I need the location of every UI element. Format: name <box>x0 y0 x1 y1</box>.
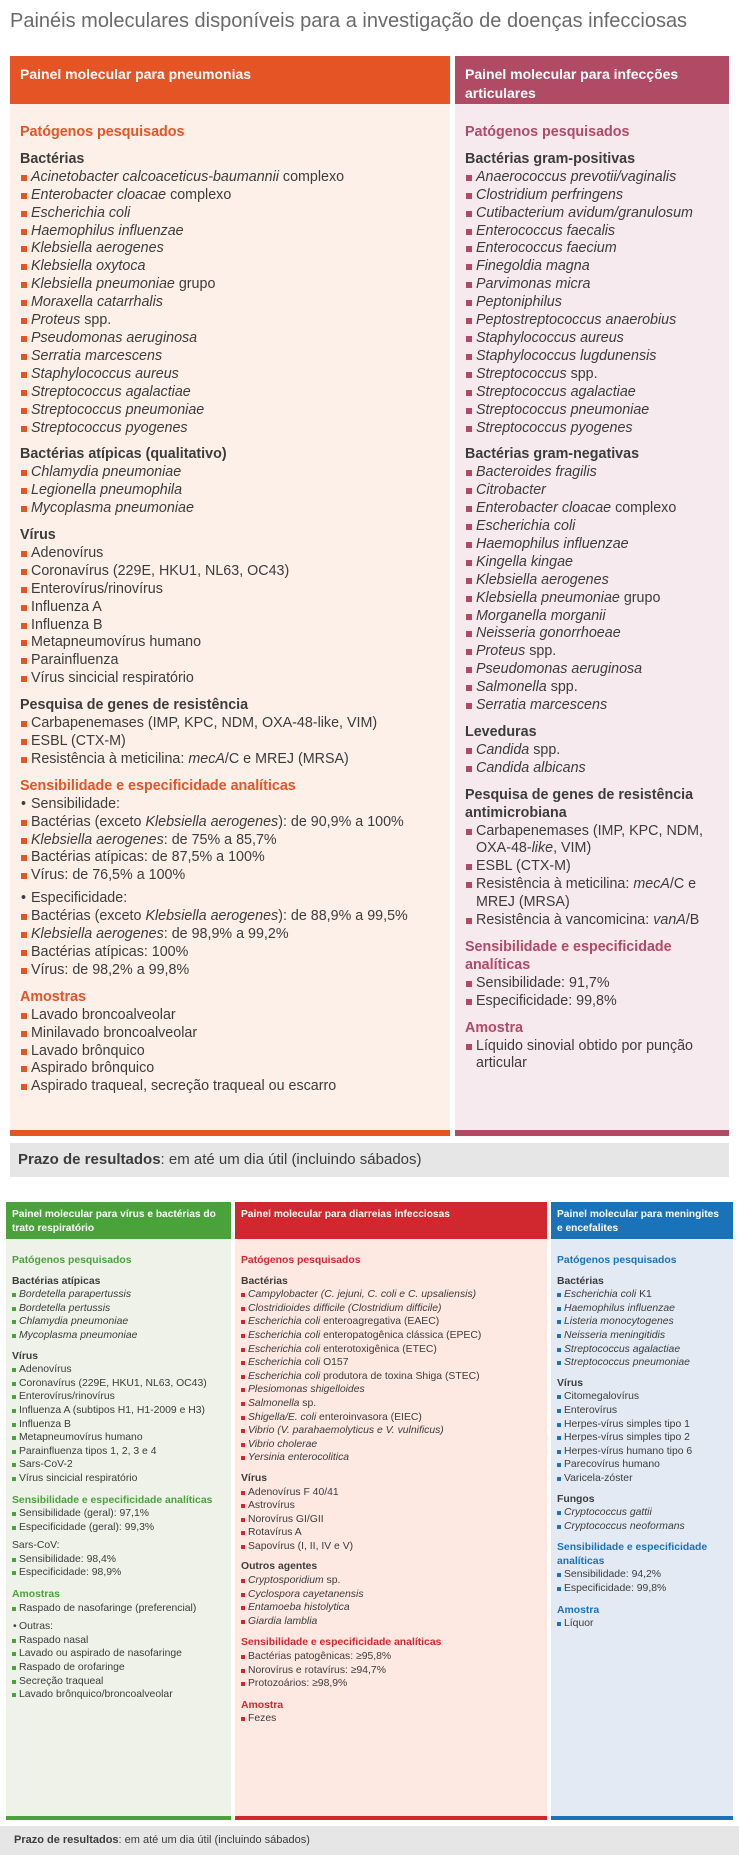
list-item: Campylobacter (C. jejuni, C. coli e C. upsaliensis) <box>241 1288 541 1302</box>
list-item: Norovírus e rotavírus: ≥94,7% <box>241 1664 541 1678</box>
list-item: Moraxella catarrhalis <box>20 294 440 312</box>
list-item: Clostridioides difficile (Clostridium difficile) <box>241 1302 541 1316</box>
list-item: Neisseria meningitidis <box>557 1329 727 1343</box>
section-title: Sensibilidade e especificidade analíticas <box>12 1494 213 1506</box>
list-item: Parainfluenza tipos 1, 2, 3 e 4 <box>12 1445 225 1459</box>
list-item: Herpes-vírus humano tipo 6 <box>557 1445 727 1459</box>
panel-articular <box>455 56 729 1136</box>
list-item: Streptococcus pneumoniae <box>20 402 440 420</box>
list-item: Rotavírus A <box>241 1526 541 1540</box>
list-item: Chlamydia pneumoniae <box>12 1315 225 1329</box>
list-item: Staphylococcus aureus <box>20 366 440 384</box>
list-item: Líquor <box>557 1617 727 1631</box>
panel-header-diarreias: Painel molecular para diarreias infecciosas <box>235 1202 547 1239</box>
section-title: Patógenos pesquisados <box>20 124 185 140</box>
list-item: Haemophilus influenzae <box>20 223 440 241</box>
section-title: Sensibilidade e especificidade analíticas <box>241 1637 442 1649</box>
list <box>20 464 440 518</box>
panel-header-respiratorio: Painel molecular para vírus e bactérias do trato respiratório <box>6 1202 231 1239</box>
list <box>557 1506 727 1533</box>
list-item: Líquido sinovial obtido por punção articular <box>465 1038 719 1074</box>
list-item: Raspado nasal <box>12 1634 225 1648</box>
list-item: Parvimonas micra <box>465 276 719 294</box>
panel-diarreias <box>235 1202 547 1820</box>
list-item: Sensibilidade: 94,2% <box>557 1568 727 1582</box>
list-item: Morganella morganii <box>465 608 719 626</box>
bullet-label: • Sensibilidade: <box>20 796 440 814</box>
list-item: Cutibacterium avidum/granulosum <box>465 205 719 223</box>
list-item: Secreção traqueal <box>12 1675 225 1689</box>
list-item: Norovírus GI/GII <box>241 1513 541 1527</box>
text-label: Sars-CoV: <box>12 1540 60 1552</box>
list-item: Lavado ou aspirado de nasofaringe <box>12 1647 225 1661</box>
list-item: Enterobacter cloacae complexo <box>465 500 719 518</box>
list <box>465 975 719 1011</box>
subsection-title: Vírus <box>241 1472 267 1484</box>
list-item: Streptococcus pneumoniae <box>557 1356 727 1370</box>
section-title: Amostras <box>12 1589 60 1601</box>
list <box>557 1568 727 1595</box>
list-item: Especificidade: 99,8% <box>465 993 719 1011</box>
list-item: Varicela-zóster <box>557 1472 727 1486</box>
list-item: Coronavírus (229E, HKU1, NL63, OC43) <box>20 563 440 581</box>
list-item: Enterovírus/rinovírus <box>12 1390 225 1404</box>
list-item: Proteus spp. <box>20 312 440 330</box>
list-item: Cryptococcus neoformans <box>557 1520 727 1534</box>
list-item: Mycoplasma pneumoniae <box>12 1329 225 1343</box>
section-title: Amostra <box>241 1699 284 1711</box>
list-item: Influenza A <box>20 599 440 617</box>
list-item: Enterovírus <box>557 1404 727 1418</box>
list-item: Bactérias patogênicas: ≥95,8% <box>241 1650 541 1664</box>
section-title: Sensibilidade e especificidade analíticas <box>20 777 296 794</box>
list-item: Staphylococcus lugdunensis <box>465 348 719 366</box>
list-item: Klebsiella pneumoniae grupo <box>465 590 719 608</box>
panel-meningites <box>551 1202 733 1820</box>
list-item: Streptococcus pyogenes <box>465 420 719 438</box>
list-item: Pseudomonas aeruginosa <box>20 330 440 348</box>
list-item: Adenovírus <box>20 545 440 563</box>
subsection-title: Bactérias atípicas <box>12 1275 101 1287</box>
list-item: Streptococcus agalactiae <box>557 1343 727 1357</box>
list-item: Vírus sincicial respiratório <box>20 670 440 688</box>
list-item: Cyclospora cayetanensis <box>241 1588 541 1602</box>
list-item: Vírus: de 98,2% a 99,8% <box>20 962 440 980</box>
list-item: Minilavado broncoalveolar <box>20 1025 440 1043</box>
list-item: Especificidade (geral): 99,3% <box>12 1521 225 1535</box>
panel-header-articular: Painel molecular para infecções articulares <box>455 56 729 104</box>
list <box>12 1507 225 1534</box>
list-item: Sensibilidade: 98,4% <box>12 1553 225 1567</box>
list-item: Bordetella pertussis <box>12 1302 225 1316</box>
list-item: Parainfluenza <box>20 652 440 670</box>
list-item: Klebsiella aerogenes: de 75% a 85,7% <box>20 832 440 850</box>
subsection-title: Bactérias atípicas (qualitativo) <box>20 446 227 463</box>
subsection-title: Fungos <box>557 1493 595 1505</box>
list <box>557 1390 727 1485</box>
list-item: Staphylococcus aureus <box>465 330 719 348</box>
list-item: Cryptococcus gattii <box>557 1506 727 1520</box>
list-item: Cryptosporidium sp. <box>241 1574 541 1588</box>
list-item: Haemophilus influenzae <box>557 1302 727 1316</box>
list-item: Metapneumovírus humano <box>12 1431 225 1445</box>
list-item: Lavado broncoalveolar <box>20 1007 440 1025</box>
section-title: Amostra <box>557 1604 600 1616</box>
list-item: Resistência à vancomicina: vanA/B <box>465 912 719 930</box>
list-item: Sensibilidade (geral): 97,1% <box>12 1507 225 1521</box>
subsection-title: Vírus <box>20 527 56 544</box>
section-title: Amostras <box>20 988 86 1005</box>
list <box>557 1288 727 1370</box>
list-item: Resistência à meticilina: mecA/C e MREJ (MRSA) <box>20 751 440 769</box>
list-item: Sars-CoV-2 <box>12 1458 225 1472</box>
list-item: Mycoplasma pneumoniae <box>20 500 440 518</box>
list-item: Listeria monocytogenes <box>557 1315 727 1329</box>
list-item: Kingella kingae <box>465 554 719 572</box>
list <box>465 742 719 778</box>
list-item: Vibrio (V. parahaemolyticus e V. vulnificus) <box>241 1424 541 1438</box>
subsection-title: Pesquisa de genes de resistência <box>20 697 249 714</box>
list-item: Streptococcus agalactiae <box>20 384 440 402</box>
list-item: Citrobacter <box>465 482 719 500</box>
list-item: Sapovírus (I, II, IV e V) <box>241 1540 541 1554</box>
list-item: Escherichia coli produtora de toxina Shiga (STEC) <box>241 1370 541 1384</box>
list <box>20 169 440 438</box>
list <box>12 1634 225 1702</box>
section-title: Patógenos pesquisados <box>557 1255 677 1266</box>
list-item: Streptococcus pyogenes <box>20 420 440 438</box>
list-item: Protozoários: ≥98,9% <box>241 1677 541 1691</box>
subsection-title: Bactérias <box>20 150 85 167</box>
panel-header-pneumonia: Painel molecular para pneumonias <box>10 56 450 104</box>
list-item: Vírus sincicial respiratório <box>12 1472 225 1486</box>
panel-header-meningites: Painel molecular para meningites e encefalites <box>551 1202 733 1239</box>
prazo-resultados-top: Prazo de resultados: em até um dia útil (incluindo sábados) <box>10 1143 729 1177</box>
list-item: Klebsiella oxytoca <box>20 258 440 276</box>
list-item: Proteus spp. <box>465 643 719 661</box>
list-item: Aspirado brônquico <box>20 1060 440 1078</box>
list-item: Enterococcus faecium <box>465 240 719 258</box>
list <box>20 545 440 688</box>
list-item: Legionella pneumophila <box>20 482 440 500</box>
list-item: Salmonella sp. <box>241 1397 541 1411</box>
list-item: Clostridium perfringens <box>465 187 719 205</box>
list-item: Adenovírus <box>12 1363 225 1377</box>
list-item: Escherichia coli K1 <box>557 1288 727 1302</box>
list-item: Klebsiella aerogenes <box>20 240 440 258</box>
list-item: Enterovírus/rinovírus <box>20 581 440 599</box>
list-item: Metapneumovírus humano <box>20 634 440 652</box>
list-item: Herpes-vírus simples tipo 1 <box>557 1418 727 1432</box>
list <box>12 1553 225 1580</box>
list-item: Streptococcus spp. <box>465 366 719 384</box>
page-title: Painéis moleculares disponíveis para a investigação de doenças infecciosas <box>10 10 688 32</box>
list-item: Astrovírus <box>241 1499 541 1513</box>
subsection-title: Pesquisa de genes de resistência antimicrobiana <box>465 786 694 821</box>
list-item: Bactérias atípicas: de 87,5% a 100% <box>20 849 440 867</box>
list-item: Adenovírus F 40/41 <box>241 1486 541 1500</box>
subsection-title: Bactérias gram-positivas <box>465 150 636 167</box>
list-item: Herpes-vírus simples tipo 2 <box>557 1431 727 1445</box>
list-item: Finegoldia magna <box>465 258 719 276</box>
list-item: Lavado brônquico <box>20 1043 440 1061</box>
list-item: ESBL (CTX-M) <box>465 858 719 876</box>
subsection-title: Outros agentes <box>241 1561 318 1573</box>
list-item: Peptostreptococcus anaerobius <box>465 312 719 330</box>
list-item: Streptococcus agalactiae <box>465 384 719 402</box>
list-item: Acinetobacter calcoaceticus-baumannii complexo <box>20 169 440 187</box>
list-item: Bacteroides fragilis <box>465 464 719 482</box>
bullet-label: • Especificidade: <box>20 890 440 908</box>
subsection-title: Vírus <box>557 1377 583 1389</box>
list-item: Salmonella spp. <box>465 679 719 697</box>
list <box>241 1486 541 1554</box>
list-item: Fezes <box>241 1712 541 1726</box>
list-item: Citomegalovírus <box>557 1390 727 1404</box>
list-item: Enterococcus faecalis <box>465 223 719 241</box>
section-title: Sensibilidade e especificidade analíticas <box>557 1542 708 1567</box>
list-item: Vibrio cholerae <box>241 1438 541 1452</box>
list-item: Carbapenemases (IMP, KPC, NDM, OXA-48-like, VIM) <box>465 823 719 859</box>
list-item: Influenza B <box>20 617 440 635</box>
list-item: Yersinia enterocolitica <box>241 1451 541 1465</box>
section-title: Amostra <box>465 1019 523 1036</box>
list-item: Raspado de orofaringe <box>12 1661 225 1675</box>
list <box>20 1007 440 1097</box>
panel-pneumonia <box>10 56 450 1136</box>
subsection-title: Bactérias gram-negativas <box>465 446 640 463</box>
list-item: Escherichia coli enteropatogênica clássica (EPEC) <box>241 1329 541 1343</box>
list-item: Peptoniphilus <box>465 294 719 312</box>
list <box>12 1288 225 1342</box>
list-item: Resistência à meticilina: mecA/C e MREJ (MRSA) <box>465 876 719 912</box>
list-item: Klebsiella aerogenes <box>465 572 719 590</box>
list-item: Escherichia coli <box>465 518 719 536</box>
list-item: Influenza A (subtipos H1, H1-2009 e H3) <box>12 1404 225 1418</box>
list-item: Especificidade: 99,8% <box>557 1582 727 1596</box>
list-item: Klebsiella aerogenes: de 98,9% a 99,2% <box>20 926 440 944</box>
list-item: Influenza B <box>12 1418 225 1432</box>
list-item: Especificidade: 98,9% <box>12 1566 225 1580</box>
section-title: Sensibilidade e especificidade analíticas <box>465 938 672 973</box>
list-item: Bactérias atípicas: 100% <box>20 944 440 962</box>
list-item: Haemophilus influenzae <box>465 536 719 554</box>
list <box>241 1574 541 1628</box>
section-title: Patógenos pesquisados <box>12 1255 132 1266</box>
list-item: Sensibilidade: 91,7% <box>465 975 719 993</box>
list-item: Neisseria gonorrhoeae <box>465 625 719 643</box>
list <box>241 1288 541 1465</box>
prazo-resultados-bottom: Prazo de resultados: em até um dia útil (incluindo sábados) <box>0 1826 739 1855</box>
list-item: Raspado de nasofaringe (preferencial) <box>12 1602 225 1616</box>
list-item: Escherichia coli enterotoxigênica (ETEC) <box>241 1343 541 1357</box>
section-title: Patógenos pesquisados <box>465 124 630 140</box>
list-item: Coronavírus (229E, HKU1, NL63, OC43) <box>12 1377 225 1391</box>
list-item: Giardia lamblia <box>241 1615 541 1629</box>
list-item: Aspirado traqueal, secreção traqueal ou escarro <box>20 1078 440 1096</box>
list-item: Enterobacter cloacae complexo <box>20 187 440 205</box>
subsection-title: Leveduras <box>465 724 537 740</box>
list-item: Bordetella parapertussis <box>12 1288 225 1302</box>
list-item: Streptococcus pneumoniae <box>465 402 719 420</box>
list-item: Candida albicans <box>465 760 719 778</box>
list-item: ESBL (CTX-M) <box>20 733 440 751</box>
bullet-label: • Outras: <box>12 1620 225 1634</box>
list-item: Anaerococcus prevotii/vaginalis <box>465 169 719 187</box>
list <box>12 1363 225 1485</box>
list-item: Parecovírus humano <box>557 1458 727 1472</box>
list-item: Vírus: de 76,5% a 100% <box>20 867 440 885</box>
list-item: Klebsiella pneumoniae grupo <box>20 276 440 294</box>
list-item: Lavado brônquico/broncoalveolar <box>12 1688 225 1702</box>
list <box>465 169 719 438</box>
list-item: Plesiomonas shigelloides <box>241 1383 541 1397</box>
list-item: Escherichia coli O157 <box>241 1356 541 1370</box>
list-item: Carbapenemases (IMP, KPC, NDM, OXA-48-like, VIM) <box>20 715 440 733</box>
list-item: Shigella/E. coli enteroinvasora (EIEC) <box>241 1411 541 1425</box>
section-title: Patógenos pesquisados <box>241 1255 361 1266</box>
list-item: Escherichia coli enteroagregativa (EAEC) <box>241 1315 541 1329</box>
list-item: Serratia marcescens <box>20 348 440 366</box>
panel-respiratorio <box>6 1202 231 1820</box>
list-item: Bactérias (exceto Klebsiella aerogenes): de 90,9% a 100% <box>20 814 440 832</box>
list-item: Bactérias (exceto Klebsiella aerogenes): de 88,9% a 99,5% <box>20 908 440 926</box>
list-item: Candida spp. <box>465 742 719 760</box>
subsection-title: Vírus <box>12 1350 38 1362</box>
list-item: Entamoeba histolytica <box>241 1601 541 1615</box>
list-item: Escherichia coli <box>20 205 440 223</box>
subsection-title: Bactérias <box>241 1275 288 1287</box>
subsection-title: Bactérias <box>557 1275 604 1287</box>
list <box>465 464 719 715</box>
list-item: Serratia marcescens <box>465 697 719 715</box>
list <box>241 1650 541 1691</box>
list-item: Pseudomonas aeruginosa <box>465 661 719 679</box>
list-item: Chlamydia pneumoniae <box>20 464 440 482</box>
